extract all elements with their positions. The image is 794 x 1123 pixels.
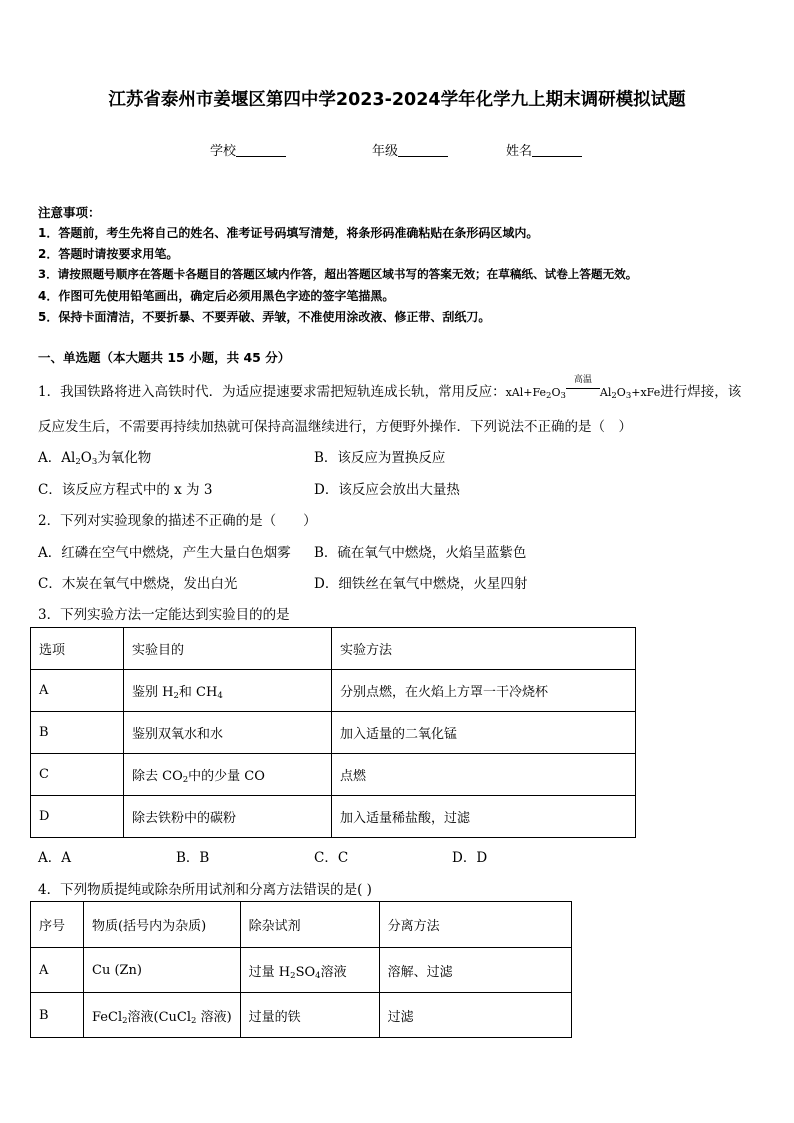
section-title: 一、单选题（本大题共 15 小题，共 45 分） [38,350,291,365]
header-cell: 实验目的 [124,628,332,670]
eq-sub: 3 [625,391,632,401]
q3-stem: 3．下列实验方法一定能达到实验目的的是 [38,607,290,623]
opt-sub: 3 [91,457,98,467]
condition-arrow [566,388,600,389]
option-cell: C [31,754,124,796]
option-cell: A [31,670,124,712]
goal-cell: 除去铁粉中的碳粉 [124,796,332,838]
opt-text: 为氧化物 [97,450,152,466]
cell-text: 溶液) [196,1009,232,1025]
cell-text: 除去 CO [132,769,183,784]
cell-sub: 2 [173,691,179,701]
cell-text: 中的少量 CO [188,769,265,784]
method-cell: 溶解、过滤 [379,948,571,993]
q3-option-c[interactable]: C．C [314,850,349,866]
q3-option-d[interactable]: D．D [452,850,488,866]
eq-sub: 2 [546,391,552,401]
q1-option-d[interactable]: D．该反应会放出大量热 [314,482,460,498]
option-cell: D [31,796,124,838]
q1-option-c[interactable]: C．该反应方程式中的 x 为 3 [38,482,213,498]
opt-sub: 2 [75,457,81,467]
header-cell: 物质(括号内为杂质) [84,902,241,948]
page-title: 江苏省泰州市姜堰区第四中学2023-2024学年化学九上期末调研模拟试题 [108,90,686,110]
option-cell: B [31,712,124,754]
notice-item: 3．请按照题号顺序在答题卡各题目的答题区域内作答，超出答题区域书写的答案无效；在草稿纸、试卷上答题无效。 [38,267,638,281]
method-cell: 加入适量稀盐酸，过滤 [332,796,636,838]
cell-text: 溶液(CuCl [127,1009,192,1025]
grade-blank [398,144,448,157]
method-cell: 点燃 [332,754,636,796]
header-cell: 序号 [31,902,84,948]
eq-sub: 3 [560,391,566,401]
cell-sub: 2 [182,775,189,785]
opt-text: O [80,450,92,466]
q3-option-b[interactable]: B．B [176,850,210,866]
cell-sub: 2 [122,1015,128,1026]
substance-cell: Cu (Zn) [84,948,241,993]
grade-field [372,140,448,159]
method-cell: 加入适量的二氧化锰 [332,712,636,754]
eq-o: O [616,386,626,399]
goal-cell [124,670,332,712]
eq-left: xAl+Fe [505,386,547,399]
header-cell: 除杂试剂 [240,902,379,948]
reaction-condition [566,375,600,396]
cell-sub: 2 [290,970,296,981]
opt-text: A．Al [38,450,76,466]
cell-text: 过量 H [248,964,291,980]
q1-equation [505,375,661,401]
name-field [506,140,582,159]
substance-cell [84,993,241,1038]
goal-cell [124,754,332,796]
q2-option-c[interactable]: C．木炭在氧气中燃烧，发出白光 [38,576,238,592]
table-row [31,796,636,838]
eq-o: O [551,386,561,399]
q2-option-b[interactable]: B．硫在氧气中燃烧，火焰呈蓝紫色 [314,545,527,561]
q4-table [30,901,572,1038]
q1-stem-line2: 反应发生后，不需要再持续加热就可保持高温继续进行，方便野外操作．下列说法不正确的是（ ） [38,419,632,435]
name-blank [532,144,582,157]
method-cell: 分别点燃，在火焰上方罩一干冷烧杯 [332,670,636,712]
table-row [31,948,572,993]
table-row [31,993,572,1038]
school-field [210,140,286,159]
table-header-row [31,628,636,670]
header-cell: 实验方法 [332,628,636,670]
q1-option-b[interactable]: B．该反应为置换反应 [314,450,446,466]
notice-item: 4．作图可先使用铅笔画出，确定后必须用黑色字迹的签字笔描黑。 [38,289,395,303]
q2-stem: 2．下列对实验现象的描述不正确的是（ ） [38,513,317,529]
cell-sub: 4 [217,691,223,701]
q4-stem: 4．下列物质提纯或除杂所用试剂和分离方法错误的是( ) [38,882,372,898]
no-cell: A [31,948,84,993]
q2-option-d[interactable]: D．细铁丝在氧气中燃烧，火星四射 [314,576,528,592]
school-label: 学校 [210,144,237,159]
reagent-cell: 过量的铁 [240,993,379,1038]
notice-item: 1．答题前，考生先将自己的姓名、准考证号码填写清楚，将条形码准确粘贴在条形码区域内。 [38,226,539,240]
name-label: 姓名 [506,144,533,159]
eq-right: Al [599,386,612,399]
reagent-cell [240,948,379,993]
school-blank [236,144,286,157]
method-cell: 过滤 [379,993,571,1038]
notice-title: 注意事项： [38,205,101,220]
table-row [31,670,636,712]
notice-item: 5．保持卡面清洁，不要折暴、不要弄破、弄皱，不准使用涂改液、修正带、刮纸刀。 [38,310,491,324]
q2-option-a[interactable]: A．红磷在空气中燃烧，产生大量白色烟雾 [38,545,291,561]
table-header-row [31,902,572,948]
cell-sub: 4 [315,970,321,981]
cell-text: SO [295,964,316,980]
table-row [31,754,636,796]
q1-stem-b: 进行焊接，该 [660,384,742,400]
cell-text: 鉴别 H [132,685,174,700]
q1-stem-line1 [38,375,742,401]
notice-item: 2．答题时请按要求用笔。 [38,247,179,261]
q1-stem-a: 1．我国铁路将进入高铁时代．为适应提速要求需把短轨连成长轨，常用反应： [38,384,506,400]
q3-option-a[interactable]: A．A [38,850,71,866]
q1-option-a[interactable] [38,446,151,466]
goal-cell: 鉴别双氧水和水 [124,712,332,754]
eq-tail: +xFe [631,386,661,399]
q3-table [30,627,636,838]
table-row [31,712,636,754]
header-cell: 选项 [31,628,124,670]
cell-text: 和 CH [178,685,218,700]
cell-text: 溶液 [320,964,347,980]
grade-label: 年级 [372,144,399,159]
no-cell: B [31,993,84,1038]
cell-sub: 2 [191,1015,197,1026]
eq-sub: 2 [611,391,617,401]
condition-label: 高温 [573,375,592,385]
header-cell: 分离方法 [379,902,571,948]
cell-text: FeCl [92,1009,123,1025]
